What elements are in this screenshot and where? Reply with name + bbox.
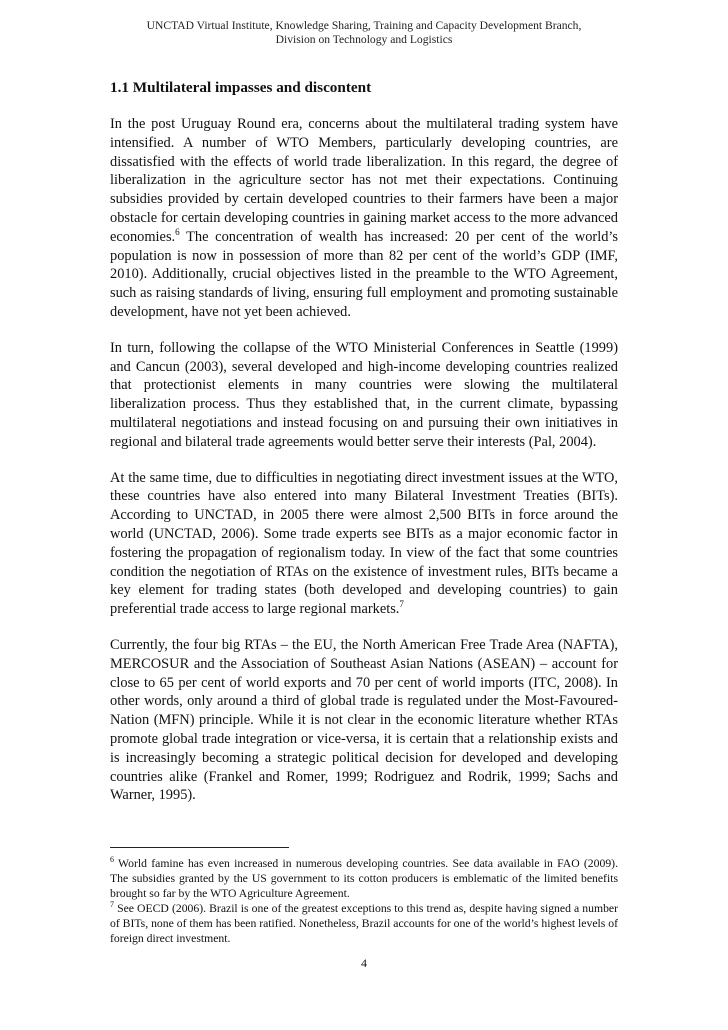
footnotes (110, 847, 618, 946)
footnote-ref-7[interactable]: 7 (399, 599, 404, 610)
paragraph-3-text: At the same time, due to difficulties in negotiating direct investment issues at the WTO, these countries have also entered into many Bilateral Investment Treaties (BITs). According to UNCTAD, in 2005 there were almost 2,500 BITs in force around the world (UNCTAD, 2006). Some trade experts see BITs as a major economic factor in fostering the propagation of regionalism today. In view of the fact that some countries condition the negotiation of RTAs on the existence of investment rules, BITs became a key element for trading states (both developed and developing countries) to gain preferential trade access to large regional markets. (110, 469, 618, 618)
header-line-1: UNCTAD Virtual Institute, Knowledge Sharing, Training and Capacity Development Branch, (146, 19, 582, 32)
footnote-number: 7 (110, 900, 114, 910)
paragraph-4: Currently, the four big RTAs – the EU, the North American Free Trade Area (NAFTA), MERCOSUR and the Association of Southeast Asian Nations (ASEAN) – account for close to 65 per cent of world exports and 70 per cent of world imports (ITC, 2008). In other words, only around a third of global trade is regulated under the Most-Favoured-Nation (MFN) principle. While it is not clear in the economic literature whether RTAs promote global trade integration or vice-versa, it is certain that a relationship exists and is increasingly becoming a strategic political decision for developed and developing countries alike (Frankel and Romer, 1999; Rodriguez and Rodrik, 1999; Sachs and Warner, 1995). (110, 636, 618, 804)
running-header (110, 19, 618, 47)
footnote-separator (110, 847, 289, 848)
footnote-number: 6 (110, 855, 114, 865)
document-page (110, 0, 618, 970)
paragraph-1-text-b: The concentration of wealth has increased: 20 per cent of the world’s population is now in possession of more than 82 per cent of the world’s GDP (IMF, 2010). Additionally, crucial objectives listed in the preamble to the WTO Agreement, such as raising standards of living, ensuring full employment and promoting sustainable development, have not yet been achieved. (110, 228, 618, 320)
section-title: 1.1 Multilateral impasses and discontent (110, 79, 372, 96)
footnote-text: See OECD (2006). Brazil is one of the greatest exceptions to this trend as, despite having signed a number of BITs, none of them has been ratified. Nonetheless, Brazil accounts for one of the world’s highest levels of foreign direct investment. (110, 902, 618, 945)
paragraph-1-text-a: In the post Uruguay Round era, concerns about the multilateral trading system have intensified. A number of WTO Members, particularly developing countries, are dissatisfied with the effects of world trade liberalization. In this regard, the degree of liberalization in the agriculture sector has not met their expectations. Continuing subsidies provided by certain developed countries to their farmers have been a major obstacle for certain developing countries in gaining market access to the more advanced economies. (110, 116, 618, 245)
paragraph-1 (110, 115, 618, 322)
paragraph-2: In turn, following the collapse of the WTO Ministerial Conferences in Seattle (1999) and Cancun (2003), several developed and high-income developing countries realized that protectionist elements in many countries were slowing the multilateral liberalization process. Thus they established that, in the current climate, bypassing multilateral negotiations and instead focusing on and pursuing their own initiatives in regional and bilateral trade agreements would better serve their interests (Pal, 2004). (110, 339, 618, 450)
footnote-7 (110, 901, 618, 946)
footnote-6 (110, 856, 618, 901)
footnote-text: World famine has even increased in numerous developing countries. See data available in FAO (2009). The subsidies granted by the US government to its cotton producers is emblematic of the limited benefits brought so far by the WTO Agriculture Agreement. (110, 857, 618, 900)
paragraph-3 (110, 469, 618, 619)
page-number: 4 (361, 956, 367, 970)
header-line-2: Division on Technology and Logistics (275, 33, 453, 46)
footnote-ref-6[interactable]: 6 (175, 226, 180, 237)
